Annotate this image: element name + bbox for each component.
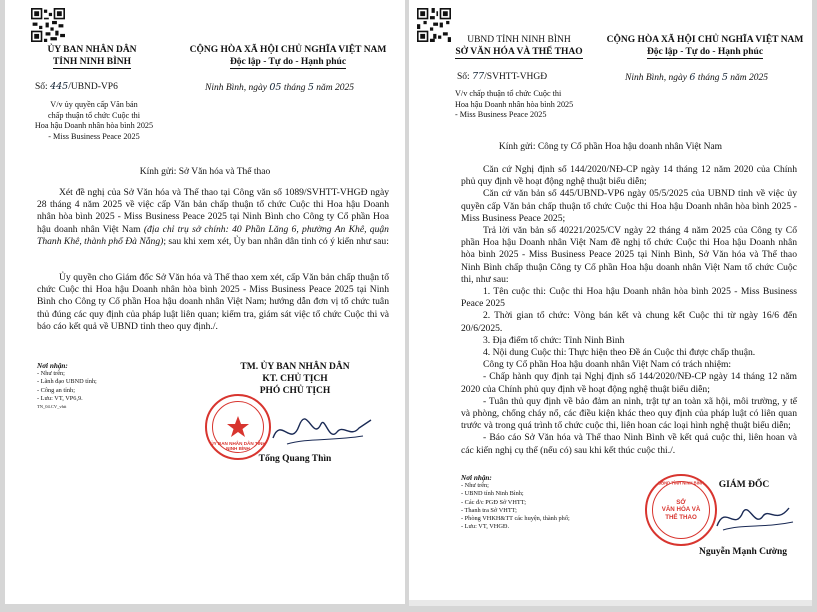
body-paragraph: - Tuân thủ quy định về bảo đảm an ninh, trật tự an toàn xã hội, môi trường, y tế và phòng, chống cháy nổ, các điều kiện khác theo quy định của pháp luật có liên quan trước và trong quá trình tổ chức cuộc thi, liên hoan các loại hình nghệ thuật biểu diễn;: [461, 395, 797, 432]
national-line-2: Độc lập - Tự do - Hạnh phúc: [229, 57, 347, 67]
body-paragraph-2: Ủy quyền cho Giám đốc Sở Văn hóa và Thể thao xem xét, cấp Văn bản chấp thuận tổ chức Cuộc thi Hoa hậu Doanh nhân hòa bình 2025 - Miss Business Peace 2025 tại Ninh Bình cho Công ty Cổ phần Hoa hậu doanh nhân Việt Nam; hướng dẫn đơn vị tổ chức tuân thủ đúng các quy định của pháp luật liên quan; kiểm tra, giám sát việc tổ chức Cuộc thi và báo cáo kết quả về UBND tỉnh theo quy định./.: [37, 272, 389, 332]
body-paragraph: 1. Tên cuộc thi: Cuộc thi Hoa hậu Doanh nhân hòa bình 2025 - Miss Business Peace 2025: [461, 286, 797, 310]
document-number: Số: 77/SVHTT-VHGĐ: [457, 71, 548, 82]
agency-line-2: SỞ VĂN HÓA VÀ THỂ THAO: [455, 47, 583, 57]
national-motto: [601, 34, 809, 59]
body-paragraph: 3. Địa điểm tổ chức: Tỉnh Ninh Bình: [483, 334, 625, 346]
recipients-title: Nơi nhận:: [461, 474, 492, 482]
company-address: (địa chỉ trụ sở chính: 40 Phần Lăng 6, phường An Khê, quận Thanh Khê, thành phố Đà Nẵng): [37, 223, 389, 247]
national-motto: [183, 44, 393, 69]
body-paragraph: Trả lời văn bản số 40221/2025/CV ngày 22 tháng 4 năm 2025 của Công ty Cổ phần Hoa hậu Doanh nhân Việt Nam đề nghị tổ chức Cuộc thi Hoa hậu Doanh nhân hòa bình 2025 - Miss Business Peace 2025 tại Ninh Bình, Sở Văn hóa và Thể thao Ninh Bình chấp thuận Công ty Cổ phần Hoa hậu doanh nhân Việt Nam tổ chức Cuộc thi, như sau:: [461, 225, 797, 285]
subject: V/v ủy quyền cấp Văn bản chấp thuận tổ chức Cuộc thi Hoa hậu Doanh nhân hòa bình 2025 - Miss Business Peace 2025: [34, 100, 154, 141]
document-number: Số: 445/UBND-VP6: [35, 81, 118, 92]
agency-name: [17, 44, 167, 69]
recipients-list: Nơi nhận: - Như trên; - UBND tỉnh Ninh Bình; - Các đ/c PGĐ Sở VHTT; - Thanh tra Sở VHTT; - Phòng VHKH&TT các huyện, thành phố; - Lưu: VT, VHGĐ.: [461, 474, 641, 531]
agency-name: [439, 34, 599, 59]
body-paragraph: - Báo cáo Sở Văn hóa và Thể thao Ninh Bình về kết quả cuộc thi, liên hoan và các kiến nghị cụ thể (nếu có) sau khi kết thúc cuộc thi./.: [461, 432, 797, 456]
date-day: 05: [269, 82, 282, 93]
subject: V/v chấp thuận tổ chức Cuộc thi Hoa hậu Doanh nhân hòa bình 2025 - Miss Business Peace 2025: [455, 89, 574, 119]
document-number-value: 77: [472, 71, 485, 82]
signature-block-title: GIÁM ĐỐC: [718, 480, 770, 490]
date-day: 6: [689, 72, 696, 83]
signer-name: Tống Quang Thìn: [258, 454, 332, 464]
body-paragraph: 2. Thời gian tổ chức: Vòng bán kết và chung kết Cuộc thi từ ngày 16/6 đến 20/6/2025.: [461, 310, 797, 334]
date-month: 5: [307, 82, 314, 93]
document-left: [5, 0, 405, 604]
date-month: 5: [721, 72, 728, 83]
agency-line-1: UBND TỈNH NINH BÌNH: [467, 35, 571, 45]
body-paragraphs: [461, 164, 797, 457]
recipient-line: Kính gửi: Sở Văn hóa và Thể thao: [139, 167, 271, 177]
agency-line-1: ỦY BAN NHÂN DÂN: [47, 45, 137, 55]
national-line-1: CỘNG HÒA XÃ HỘI CHỦ NGHĨA VIỆT NAM: [189, 45, 387, 55]
recipient-line: Kính gửi: Công ty Cổ phần Hoa hậu doanh nhân Việt Nam: [498, 142, 723, 152]
national-line-2: Độc lập - Tự do - Hạnh phúc: [646, 47, 764, 57]
national-line-1: CỘNG HÒA XÃ HỘI CHỦ NGHĨA VIỆT NAM: [606, 35, 804, 45]
body-paragraph: - Chấp hành quy định tại Nghị định số 144/2020/NĐ-CP ngày 14 tháng 12 năm 2020 của Chính phủ quy định về hoạt động nghệ thuật biểu diễn;: [461, 371, 797, 395]
qr-code-icon: [31, 8, 65, 42]
handwritten-signature-right: [709, 498, 799, 538]
body-paragraph-1: Xét đề nghị của Sở Văn hóa và Thể thao tại Công văn số 1089/SVHTT-VHGĐ ngày 28 tháng 4 năm 2025 về việc cấp Văn bản chấp thuận tổ chức Cuộc thi Hoa hậu Doanh nhân hòa bình 2025 - Miss Business Peace 2025 tại Ninh Bình cho Công ty Cổ phần Hoa hậu doanh nhân Việt Nam (địa chỉ trụ sở chính: 40 Phần Lăng 6, phường An Khê, quận Thanh Khê, thành phố Đà Nẵng); sau khi xem xét, Ủy ban nhân dân tỉnh có ý kiến như sau:: [37, 187, 389, 247]
official-stamp-left: ỦY BAN NHÂN DÂN TỈNH NINH BÌNH: [205, 394, 271, 460]
official-stamp-right: SỞ VĂN HÓA VÀ THỂ THAO UBND TỈNH NINH BÌNH: [645, 474, 717, 546]
handwritten-signature-left: [267, 408, 377, 452]
agency-line-2: TỈNH NINH BÌNH: [52, 57, 132, 67]
page-bottom-bar: [409, 600, 812, 606]
signature-block-title: TM. ỦY BAN NHÂN DÂN KT. CHỦ TỊCH PHÓ CHỦ TỊCH: [240, 362, 350, 396]
file-code: TN_04.CV_vhtt: [37, 404, 67, 410]
body-paragraph: 4. Nội dung Cuộc thi: Thực hiện theo Đề án Cuộc thi được chấp thuận.: [483, 347, 756, 359]
body-paragraph: Công ty Cổ phần Hoa hậu doanh nhân Việt Nam có trách nhiệm:: [483, 359, 732, 371]
document-right: [409, 0, 812, 606]
body-paragraph: Căn cứ văn bản số 445/UBND-VP6 ngày 05/5/2025 của UBND tỉnh về việc ủy quyền cấp Văn bản chấp thuận tổ chức Cuộc thi Hoa hậu Doanh nhân hòa bình 2025 - Miss Business Peace 2025;: [461, 188, 797, 224]
recipients-title: Nơi nhận:: [37, 362, 68, 370]
document-date: Ninh Bình, ngày 6 tháng 5 năm 2025: [625, 72, 768, 83]
recipients-list: Nơi nhận: - Như trên; - Lãnh đạo UBND tỉnh; - Công an tỉnh; - Lưu: VT, VP6,9. TN_04.CV_vhtt: [37, 362, 177, 410]
document-date: Ninh Bình, ngày 05 tháng 5 năm 2025: [205, 82, 355, 93]
body-paragraph: Căn cứ Nghị định số 144/2020/NĐ-CP ngày 14 tháng 12 năm 2020 của Chính phủ quy định về hoạt động nghệ thuật biểu diễn;: [461, 164, 797, 188]
document-number-value: 445: [50, 81, 69, 92]
signer-name: Nguyễn Mạnh Cường: [698, 547, 788, 557]
